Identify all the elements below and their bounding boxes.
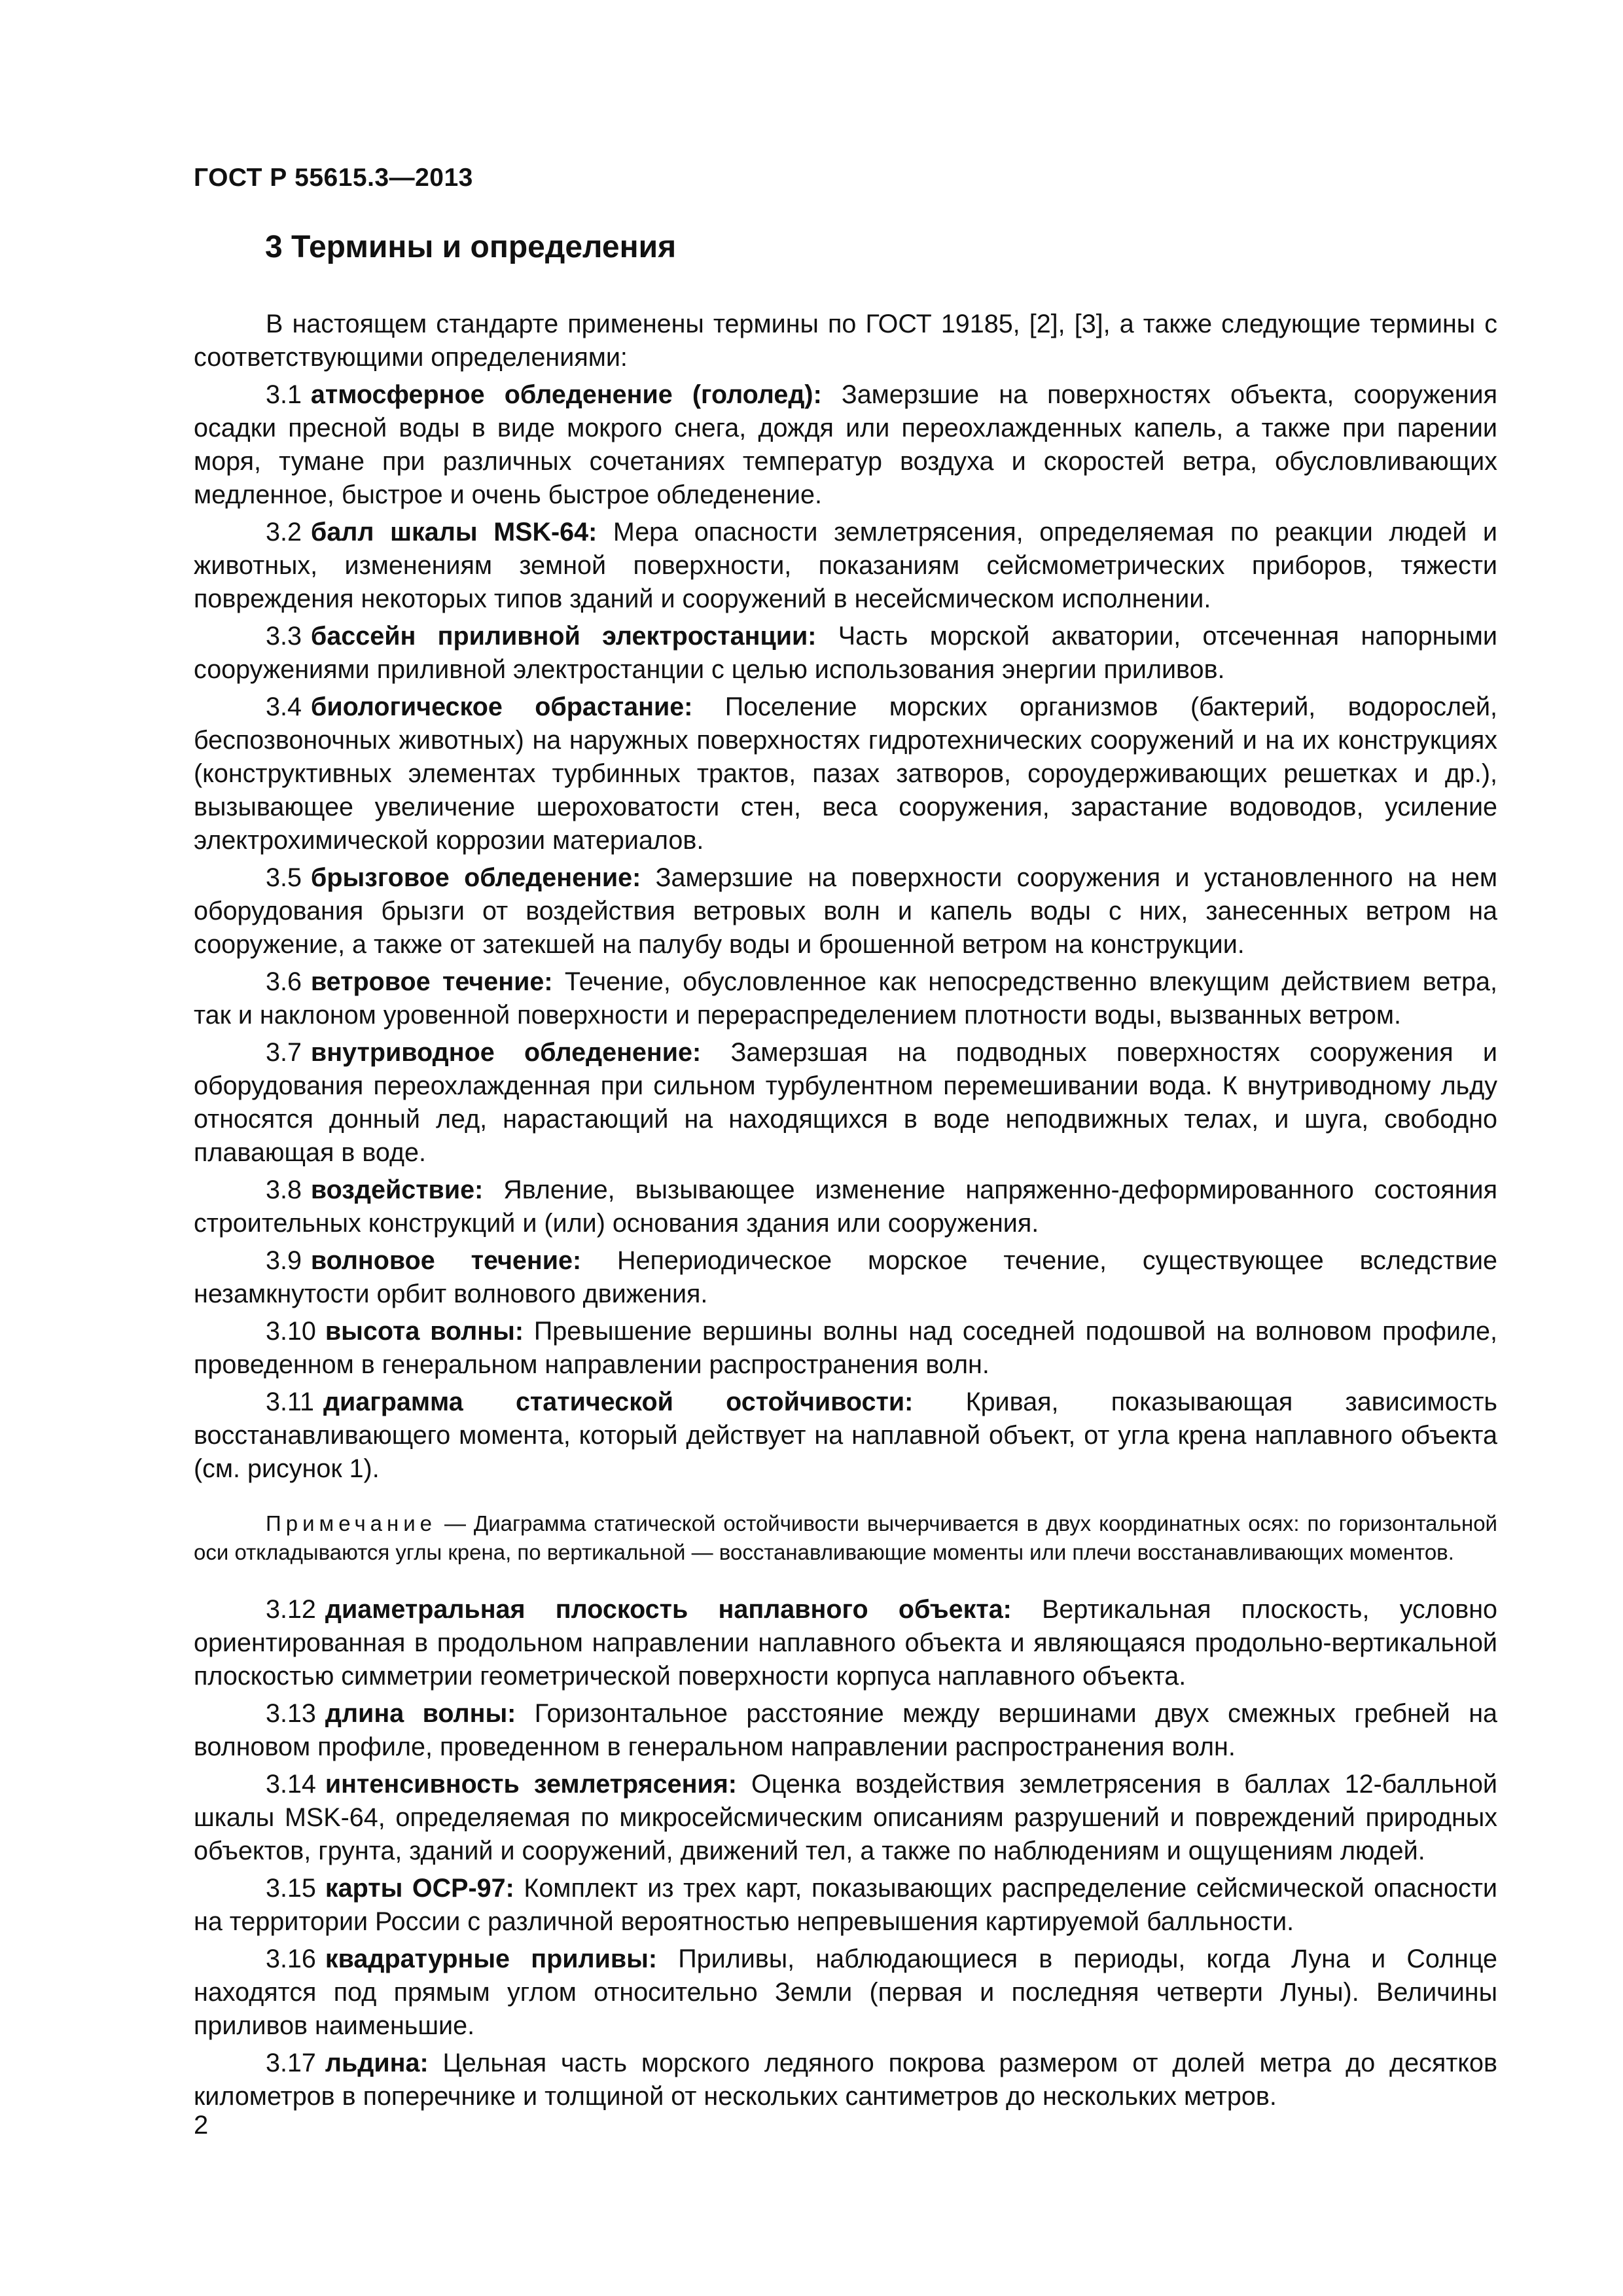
term-definition: Поселение морских организмов (бактерий, водорослей, беспозвоночных животных) на наружных поверхностях гидротехнических сооружений и на их конструкциях (конструктивных элементах турбинных трактов, пазах затворов, сороудерживающих решетках и др.), вызывающее увеличение шероховатости стен, веса сооружения, зарастание водоводов, усиление электрохимической коррозии материалов. xyxy=(194,692,1497,855)
term-entry xyxy=(194,620,1497,687)
term-entry xyxy=(194,1593,1497,1693)
term-number: 3.13 xyxy=(266,1699,316,1728)
term-name: внутриводное обледенение: xyxy=(310,1038,702,1067)
term-definition: Течение, обусловленное как непосредственно влекущим действием ветра, так и наклоном уровенной поверхности и перераспределением плотности воды, вызванных ветром. xyxy=(194,967,1497,1030)
term-name: волновое течение: xyxy=(310,1246,582,1275)
term-name: бассейн приливной электростанции: xyxy=(310,622,817,651)
term-definition: Приливы, наблюдающиеся в периоды, когда Луна и Солнце находятся под прямым углом относительно Земли (первая и последняя четверти Луны). Величины приливов наименьшие. xyxy=(194,1945,1498,2040)
term-definition: Явление, вызывающее изменение напряженно-деформированного состояния строительных конструкций и (или) основания здания или сооружения. xyxy=(194,1175,1497,1238)
term-definition: Непериодическое морское течение, существующее вследствие незамкнутости орбит волнового движения. xyxy=(194,1246,1497,1308)
term-number: 3.17 xyxy=(266,2049,316,2077)
term-definition: Мера опасности землетрясения, определяемая по реакции людей и животных, изменениям земной поверхности, показаниям сейсмометрических приборов, тяжести повреждения некоторых типов зданий и сооружений в несейсмическом исполнении. xyxy=(194,518,1497,613)
document-body xyxy=(194,308,1497,2117)
term-name: высота волны: xyxy=(325,1317,524,1346)
term-entry xyxy=(194,378,1497,512)
document-header: ГОСТ Р 55615.3—2013 xyxy=(194,164,473,192)
term-definition: Комплект из трех карт, показывающих распределение сейсмической опасности на территории России с различной вероятностью непревышения картируемой балльности. xyxy=(194,1874,1497,1936)
term-definition: Кривая, показывающая зависимость восстанавливающего момента, который действует на наплавной объект, от угла крена наплавного объекта (см. рисунок 1). xyxy=(194,1388,1497,1483)
term-number: 3.12 xyxy=(266,1595,316,1624)
term-entry xyxy=(194,1697,1497,1764)
term-entry xyxy=(194,1315,1497,1382)
term-definition: Вертикальная плоскость, условно ориентированная в продольном направлении наплавного объекта и являющаяся продольно-вертикальной плоскостью симметрии геометрической поверхности корпуса наплавного объекта. xyxy=(194,1595,1498,1691)
term-number: 3.14 xyxy=(266,1770,316,1799)
note-text: — Диаграмма статической остойчивости вычерчивается в двух координатных осях: по горизонтальной оси откладываются углы крена, по вертикальной — восстанавливающие моменты или плечи восстанавливающих моментов. xyxy=(194,1511,1497,1564)
term-definition: Часть морской акватории, отсеченная напорными сооружениями приливной электростанции с целью использования энергии приливов. xyxy=(194,622,1497,684)
term-definition: Превышение вершины волны над соседней подошвой на волновом профиле, проведенном в генеральном направлении распространения волн. xyxy=(194,1317,1497,1379)
term-entry xyxy=(194,1174,1497,1240)
term-name: диаметральная плоскость наплавного объекта: xyxy=(325,1595,1012,1624)
term-entry xyxy=(194,1943,1497,2043)
term-definition: Замерзшие на поверхностях объекта, сооружения осадки пресной воды в виде мокрого снега, дождя или переохлажденных капель, а также при парении моря, тумане при различных сочетаниях температур воздуха и скоростей ветра, обусловливающих медленное, быстрое и очень быстрое обледенение. xyxy=(194,380,1497,509)
term-entry xyxy=(194,1244,1497,1311)
term-entry xyxy=(194,965,1497,1032)
term-name: балл шкалы MSK-64: xyxy=(310,518,597,547)
term-name: биологическое обрастание: xyxy=(310,692,693,721)
term-number: 3.16 xyxy=(266,1945,316,1973)
term-number: 3.15 xyxy=(266,1874,316,1903)
term-name: карты ОСР-97: xyxy=(325,1874,514,1903)
terms-list xyxy=(194,378,1497,1486)
term-entry xyxy=(194,1036,1497,1170)
term-definition: Замерзшая на подводных поверхностях сооружения и оборудования переохлажденная при сильном турбулентном перемешивании вода. К внутриводному льду относятся донный лед, нарастающий на находящихся в воде неподвижных телах, и шуга, свободно плавающая в воде. xyxy=(194,1038,1497,1167)
term-name: ветровое течение: xyxy=(310,967,553,996)
term-definition: Оценка воздействия землетрясения в баллах 12-балльной шкалы MSK-64, определяемая по микросейсмическим описаниям разрушений и повреждений природных объектов, грунта, зданий и сооружений, движений тел, а также по наблюдениям и ощущениям людей. xyxy=(194,1770,1497,1865)
term-name: интенсивность землетрясения: xyxy=(325,1770,737,1799)
term-name: воздействие: xyxy=(310,1175,484,1204)
term-entry xyxy=(194,2047,1497,2113)
term-entry xyxy=(194,1768,1497,1868)
term-entry xyxy=(194,861,1497,961)
term-number: 3.3 xyxy=(266,622,302,651)
term-name: квадратурные приливы: xyxy=(325,1945,658,1973)
intro-paragraph: В настоящем стандарте применены термины по ГОСТ 19185, [2], [3], а также следующие термины с соответствующими определениями: xyxy=(194,310,1497,372)
term-name: диаграмма статической остойчивости: xyxy=(323,1388,914,1416)
term-entry xyxy=(194,1872,1497,1939)
term-number: 3.6 xyxy=(266,967,302,996)
term-name: брызговое обледенение: xyxy=(310,863,641,892)
term-name: длина волны: xyxy=(325,1699,516,1728)
term-entry xyxy=(194,691,1497,857)
term-number: 3.5 xyxy=(266,863,302,892)
term-name: льдина: xyxy=(325,2049,429,2077)
term-definition: Замерзшие на поверхности сооружения и установленного на нем оборудования брызги от воздействия ветровых волн и капель воды с них, занесенных ветром на сооружение, а также от затекшей на палубу воды и брошенной ветром на конструкции. xyxy=(194,863,1497,959)
term-entry xyxy=(194,516,1497,616)
term-number: 3.7 xyxy=(266,1038,302,1067)
section-title: 3 Термины и определения xyxy=(265,230,677,264)
term-definition: Цельная часть морского ледяного покрова размером от долей метра до десятков километров в поперечнике и толщиной от нескольких сантиметров до нескольких метров. xyxy=(194,2049,1497,2111)
term-number: 3.8 xyxy=(266,1175,302,1204)
term-number: 3.1 xyxy=(266,380,302,409)
term-number: 3.11 xyxy=(266,1388,314,1416)
note-paragraph xyxy=(194,1509,1497,1567)
page-number: 2 xyxy=(194,2111,209,2140)
term-number: 3.10 xyxy=(266,1317,316,1346)
note-label: Примечание xyxy=(266,1511,437,1535)
term-number: 3.4 xyxy=(266,692,302,721)
terms-list xyxy=(194,1593,1497,2113)
term-number: 3.2 xyxy=(266,518,302,547)
term-number: 3.9 xyxy=(266,1246,302,1275)
term-definition: Горизонтальное расстояние между вершинами двух смежных гребней на волновом профиле, проведенном в генеральном направлении распространения волн. xyxy=(194,1699,1497,1761)
term-name: атмосферное обледенение (гололед): xyxy=(310,380,822,409)
term-entry xyxy=(194,1386,1497,1486)
